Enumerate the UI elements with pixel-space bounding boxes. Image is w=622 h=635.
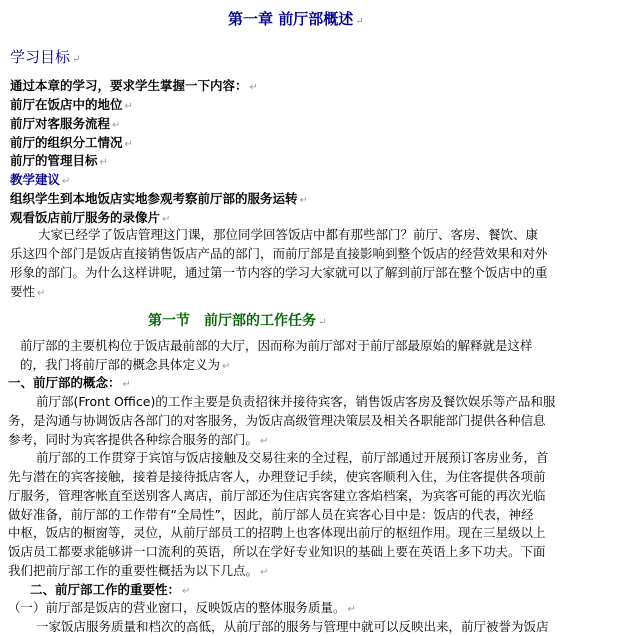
learning-goal-item: 前厅对客服务流程 ↵: [10, 116, 121, 131]
teaching-advice-item: 组织学生到本地饭店实地参观考察前厅部的服务运转 ↵: [10, 191, 308, 206]
concept-para1-line: 参考，同时为宾客提供各种综合服务的部门。 ↵: [8, 432, 269, 447]
concept-para2-line: 前厅部的工作贯穿于宾馆与饭店接触及交易往来的全过程，前厅部通过开展预订客房业务，首: [36, 450, 549, 465]
concept-para2-line: 中枢，饭店的橱窗等，灵位，从前厅部员工的招聘上也客体现出前厅的枢纽作用。现在三星级以上: [8, 525, 546, 540]
section-intro-line: 的，我门将前厅部的概念具体定义为 ↵: [20, 357, 231, 372]
intro-paragraph-line: 乐这四个部门是饭店直接销售饭店产品的部门，而前厅部是直接影响到整个饭店的经营效果和对外: [10, 246, 548, 261]
concept-para2-line: 饭店员工都要求能够讲一口流利的英语，所以在学好专业知识的基础上要在英语上多下功夫。下面: [8, 544, 546, 559]
paragraph-mark: ↵: [318, 317, 327, 328]
paragraph-mark: ↵: [122, 379, 131, 390]
paragraph-mark: ↵: [112, 120, 121, 131]
importance-heading: 二、前厅部工作的重要性： ↵: [30, 582, 191, 597]
learning-goal-item: 前厅的管理目标 ↵: [10, 153, 108, 168]
paragraph-mark: ↵: [260, 436, 269, 447]
teaching-advice-heading: 教学建议 ↵: [10, 172, 71, 187]
concept-para2-line: 厅服务，管理客帐直至送别客人离店，前厅部还为住店宾客建立客焰档案，为宾客可能的再次光临: [8, 488, 546, 503]
paragraph-mark: ↵: [62, 176, 71, 187]
paragraph-mark: ↵: [249, 82, 258, 93]
paragraph-mark: ↵: [37, 288, 46, 299]
concept-para2-line: 先与潜在的宾客接触，接着是接待抵店客人，办理登记手续，使宾客顺利入住，为住客提供各项前: [8, 469, 546, 484]
paragraph-mark: ↵: [347, 604, 356, 615]
paragraph-mark: ↵: [182, 586, 191, 597]
chapter-title: 第一章 前厅部概述 ↵: [228, 10, 364, 28]
learning-goals-intro: 通过本章的学习，要求学生掌握一下内容： ↵: [10, 78, 258, 93]
importance-item-text: 一家饭店服务质量和档次的高低，从前厅部的服务与管理中就可以反映出来，前厅被誉为饭店: [36, 619, 549, 634]
paragraph-mark: ↵: [355, 16, 364, 27]
paragraph-mark: ↵: [162, 214, 171, 225]
concept-para1-line: 前厅部(Front Office)的工作主要是负责招徕并接待宾客，销售饭店客房及餐饮娱乐等产品和服: [36, 394, 556, 409]
concept-para1-line: 务，是沟通与协调饭店各部门的对客服务，为饭店高级管理决策层及相关各职能部门提供各种信息: [8, 413, 546, 428]
paragraph-mark: ↵: [124, 139, 133, 150]
paragraph-mark: ↵: [260, 567, 269, 578]
concept-heading: 一、前厅部的概念： ↵: [8, 375, 131, 390]
intro-paragraph-line: 形象的部门。为什么这样讲呢，通过第一节内容的学习大家就可以了解到前厅部在整个饭店中的重: [10, 265, 548, 280]
importance-item: （一）前厅部是饭店的营业窗口，反映饭店的整体服务质量。 ↵: [8, 600, 356, 615]
learning-goals-heading: 学习目标 ↵: [10, 48, 81, 66]
learning-goal-item: 前厅在饭店中的地位 ↵: [10, 97, 133, 112]
paragraph-mark: ↵: [72, 54, 81, 65]
intro-paragraph-line: 要性 ↵: [10, 284, 46, 299]
learning-goal-item: 前厅的组织分工情况 ↵: [10, 135, 133, 150]
concept-para2-line: 做好准备，前厅部的工作带有“全局性”，因此，前厅部人员在宾客心目中是：饭店的代表，神经: [8, 507, 534, 522]
paragraph-mark: ↵: [124, 101, 133, 112]
teaching-advice-item: 观看饭店前厅服务的录像片 ↵: [10, 210, 171, 225]
paragraph-mark: ↵: [222, 361, 231, 372]
intro-paragraph-line: 大家已经学了饭店管理这门课，那位同学回答饭店中都有那些部门？前厅、客房、餐饮、康: [38, 227, 539, 242]
section-title: 第一节 前厅部的工作任务 ↵: [148, 313, 327, 329]
section-intro-line: 前厅部的主要机构位于饭店最前部的大厅，因而称为前厅部对于前厅部最原始的解释就是这样: [20, 338, 533, 353]
paragraph-mark: ↵: [99, 157, 108, 168]
concept-para2-line: 我们把前厅部工作的重要性概括为以下几点。 ↵: [8, 563, 269, 578]
paragraph-mark: ↵: [299, 195, 308, 206]
